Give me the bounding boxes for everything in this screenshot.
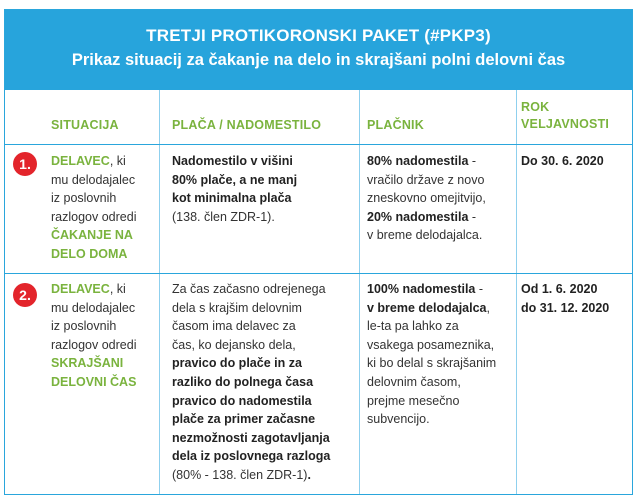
situation-lead: DELAVEC <box>51 282 110 296</box>
banner-title: TRETJI PROTIKORONSKI PAKET (#PKP3) <box>146 26 491 45</box>
column-separator <box>516 90 517 494</box>
situation-lead: DELAVEC <box>51 154 110 168</box>
header-placnik: PLAČNIK <box>367 118 424 132</box>
row2-deadline: Od 1. 6. 2020 do 31. 12. 2020 <box>521 282 610 315</box>
row2-payer: 100% nadomestila - v breme delodajalca, le-ta pa lahko za vsakega posameznika, ki bo delal s skrajšanim delovnim časom, prejme mesečno subvencijo. <box>367 282 497 427</box>
column-separator <box>159 90 160 494</box>
info-card <box>4 9 633 495</box>
situation-type: ČAKANJE NA <box>51 228 133 243</box>
row1-deadline: Do 30. 6. 2020 <box>521 154 604 168</box>
row1-payer: 80% nadomestila - vračilo države z novo zneskovno omejitvijo, 20% nadomestila - v breme delodajalca. <box>367 154 486 243</box>
row-number-badge: 2. <box>13 283 37 307</box>
row1-situation: DELAVEC, ki mu delodajalec iz poslovnih razlogov odredi ČAKANJE NA DELO DOMA <box>51 152 157 264</box>
header-rok <box>521 99 609 133</box>
row1-pay: Nadomestilo v višini 80% plače, a ne manj kot minimalna plača (138. člen ZDR-1). <box>172 154 298 224</box>
row-divider <box>5 273 632 274</box>
header-divider <box>5 144 632 145</box>
title-banner <box>5 10 632 90</box>
column-separator <box>359 90 360 494</box>
row-number-badge: 1. <box>13 152 37 176</box>
banner-subtitle: Prikaz situacij za čakanje na delo in skrajšani polni delovni čas <box>71 51 566 69</box>
header-rok-line1: ROK <box>521 100 550 114</box>
row2-pay: Za čas začasno odrejenega dela s krajšim delovnim časom ima delavec za čas, ko dejansko dela, pravico do plače in za razliko do polnega časa pravico do nadomestila plače za primer začasne nezmožnosti zagotavljanja dela iz poslovnega razloga (80% - 138. člen ZDR-1). <box>172 282 331 482</box>
header-rok-line2: VELJAVNOSTI <box>521 117 610 131</box>
situation-type: SKRAJŠANI <box>51 356 124 371</box>
row2-situation: DELAVEC, ki mu delodajalec iz poslovnih razlogov odredi SKRAJŠANI DELOVNI ČAS <box>51 280 157 392</box>
header-placa: PLAČA / NADOMESTILO <box>172 118 322 132</box>
header-situacija: SITUACIJA <box>51 118 119 132</box>
